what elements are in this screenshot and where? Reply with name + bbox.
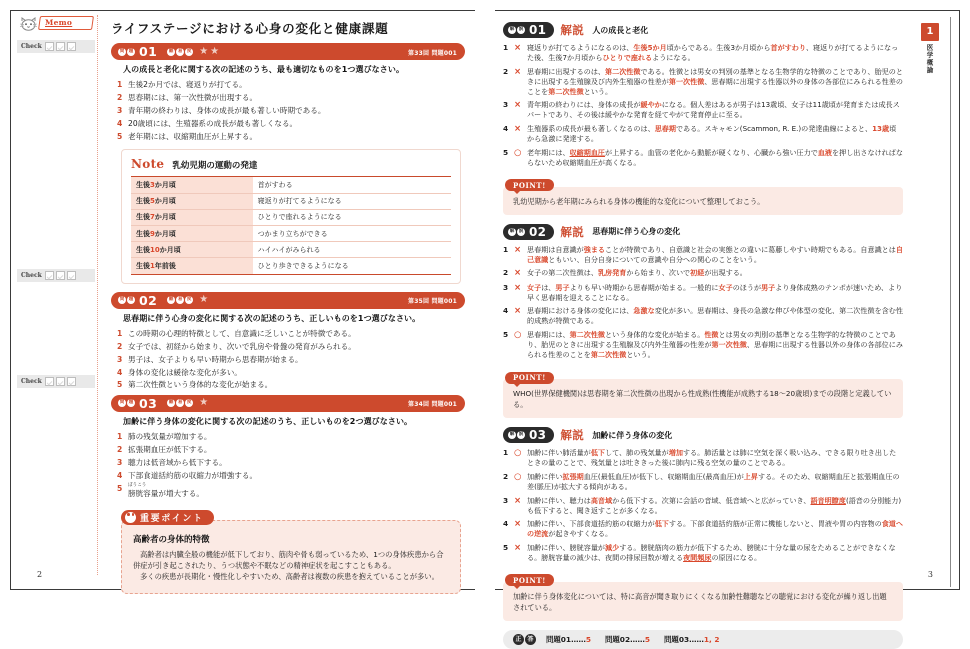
choice-text: 20歳頃には、生殖器系の成長が最も著しくなる。	[128, 118, 298, 128]
badge-nan: 難	[168, 297, 174, 303]
note-table	[131, 176, 451, 274]
explanation-item	[503, 100, 903, 120]
note-desc: ハイハイがみられる	[253, 242, 451, 258]
choice-item[interactable]	[117, 132, 465, 141]
question-stem: 人の成長と老化に関する次の記述のうち、最も適切なものを1つ選びなさい。	[123, 65, 405, 74]
answer-value: 5	[585, 635, 592, 645]
note-box	[121, 149, 461, 283]
choice-item[interactable]	[117, 119, 465, 128]
important-point-title: 高齢者の身体的特徴	[133, 534, 210, 545]
note-desc: 首がすわる	[253, 177, 451, 193]
point-text: 乳幼児期から老年期にみられる身体の機能的な変化について整理しておこう。	[503, 187, 903, 215]
judgement-mark-icon: ○	[514, 147, 522, 158]
explanation-number: 02	[529, 224, 547, 239]
explanation-item-number: 5	[503, 329, 509, 339]
cat-icon	[19, 17, 37, 32]
choice-item[interactable]	[117, 380, 465, 389]
table-row	[131, 209, 451, 225]
check-label: Check	[21, 43, 42, 50]
explanation-subject: 人の成長と老化	[592, 25, 649, 35]
choice-text	[128, 484, 204, 498]
explanation-label: 解説	[560, 23, 585, 37]
explanation-item-text: 生殖器系の成長が最も著しくなるのは、思春期である。スキャモン(Scammon, R. E.)の発達曲線によると、13歳頃から急激に発達する。	[527, 123, 897, 143]
badge-do: 度	[186, 48, 192, 54]
question-number: 02	[139, 292, 158, 308]
choice-item[interactable]	[117, 445, 465, 454]
answer-badges	[513, 634, 536, 645]
table-row	[131, 225, 451, 241]
chapter-number: 1	[921, 23, 939, 41]
note-header	[131, 157, 451, 171]
explanation-item	[503, 330, 903, 360]
explanation-item	[503, 496, 903, 516]
difficulty-badges	[167, 296, 193, 304]
choice-text: 青年期の終わりは、身体の成長が最も著しい時期である。	[128, 105, 326, 115]
explanation-badges	[508, 26, 525, 34]
point-tag: POINT!	[505, 372, 554, 384]
important-point-box	[121, 508, 461, 594]
question-source: 第33回 問題001	[408, 49, 457, 57]
badge-kai: 解	[509, 228, 515, 234]
star-icon: ★	[210, 45, 220, 57]
choice-number: 5	[117, 483, 123, 493]
explanation-item-number: 2	[503, 66, 509, 76]
judgement-mark-icon: ×	[514, 66, 522, 77]
explanation-item	[503, 148, 903, 168]
badge-setsu: 説	[518, 432, 524, 438]
explanation-number: 01	[529, 23, 547, 37]
choice-number: 2	[117, 444, 123, 454]
explanation-item	[503, 124, 903, 144]
difficulty-stars	[199, 295, 208, 305]
note-term: 生後7か月頃	[131, 209, 253, 225]
answer-item	[546, 634, 591, 645]
badge-tou: 答	[525, 634, 536, 645]
left-content-q3	[111, 395, 469, 594]
table-row	[131, 193, 451, 209]
table-row	[131, 242, 451, 258]
memo-divider	[97, 15, 98, 575]
question-badges	[118, 399, 135, 407]
note-desc: つかまり立ちができる	[253, 225, 451, 241]
choice-text: 拡張期血圧が低下する。	[128, 444, 212, 454]
explanation-item-number: 3	[503, 100, 509, 110]
judgement-mark-icon: ×	[514, 495, 522, 506]
point-box	[503, 568, 903, 621]
explanation-badges	[508, 431, 525, 439]
judgement-mark-icon: ×	[514, 100, 522, 111]
explanation-item	[503, 283, 903, 303]
answer-item	[605, 634, 650, 645]
answer-label: 問題03……	[664, 635, 704, 645]
explanation-block-01	[503, 22, 903, 215]
checkbox-3[interactable]	[67, 377, 76, 386]
explanation-item-text: 女子の第二次性徴は、乳房発育から始まり、次いで初経が出現する。	[527, 268, 747, 278]
question-badges	[118, 48, 135, 56]
note-term: 生後5か月頃	[131, 193, 253, 209]
explanation-item-text: 老年期には、収縮期血圧が上昇する。血管の老化から動脈が硬くなり、心臓から強い圧力で血液を押し出さなければならないため収縮期血圧が高くなる。	[527, 147, 903, 167]
choice-text: 女子では、初経から始まり、次いで乳房や骨盤の発育がみられる。	[128, 341, 356, 351]
explanation-item-number: 4	[503, 306, 509, 316]
note-desc: 寝返りが打てるようになる	[253, 193, 451, 209]
explanation-item-number: 4	[503, 123, 509, 133]
choice-item[interactable]	[117, 342, 465, 351]
point-tag: POINT!	[505, 574, 554, 586]
explanation-item-number: 1	[503, 244, 509, 254]
choice-number: 3	[117, 354, 123, 364]
explanation-item-number: 2	[503, 268, 509, 278]
question-header-02	[111, 292, 465, 309]
explanation-label: 解説	[560, 224, 585, 239]
chapter-side-tab[interactable]	[917, 23, 943, 74]
memo-column-q2	[17, 269, 95, 282]
explanation-item	[503, 543, 903, 563]
checkbox-2[interactable]	[56, 271, 65, 280]
choice-number: 4	[117, 470, 123, 480]
explanation-item-number: 1	[503, 43, 509, 52]
memo-column-q3	[17, 375, 95, 388]
answer-item	[664, 634, 720, 645]
choice-text: 老年期には、収縮期血圧が上昇する。	[128, 131, 258, 141]
choice-item[interactable]	[117, 355, 465, 364]
explanation-badges	[508, 228, 525, 236]
star-icon: ★	[199, 294, 209, 306]
right-page	[485, 0, 970, 645]
answer-label: 問題02……	[605, 635, 645, 645]
difficulty-badges	[167, 48, 193, 56]
explanation-item	[503, 245, 903, 265]
side-rule	[950, 17, 951, 587]
choice-text: 第二次性徴という身体的な変化が始まる。	[128, 380, 273, 390]
important-point-paragraph: 多くの疾患が長期化・慢性化しやすいため、高齢者は複数の疾患を抱えていることが多い。	[140, 571, 439, 581]
question-number: 01	[139, 44, 158, 59]
check-row-q2[interactable]	[17, 269, 95, 282]
judgement-mark-icon: ×	[514, 542, 522, 553]
note-term: 生後3か月頃	[131, 177, 253, 193]
choice-text: 肺の残気量が増加する。	[128, 431, 212, 441]
judgement-mark-icon: ×	[514, 123, 522, 134]
difficulty-stars	[199, 398, 208, 408]
badge-mondai-1: 問	[119, 400, 125, 406]
choice-number: 4	[117, 118, 123, 128]
explanation-label: 解説	[560, 428, 585, 443]
explanation-item	[503, 67, 903, 97]
check-label: Check	[21, 378, 42, 385]
question-source: 第35回 問題001	[408, 298, 457, 306]
badge-kai: 解	[509, 432, 515, 438]
right-page-frame	[495, 10, 960, 645]
badge-i: 易	[177, 400, 183, 406]
choice-text: 聴力は低音域から低下する。	[128, 457, 227, 467]
badge-setsu: 説	[518, 27, 524, 32]
star-icon: ★	[199, 397, 209, 409]
answer-value: 1, 2	[703, 635, 720, 645]
explanation-item-text: 加齢に伴い、下部食道括約筋の収縮力が低下する。下部食道括約筋が正常に機能しないと、胃液や胃の内容物の食道への逆流が起きやすくなる。	[527, 519, 903, 539]
badge-nan: 難	[168, 48, 174, 54]
badge-mondai-2: 題	[128, 48, 134, 54]
judgement-mark-icon: ×	[514, 244, 522, 255]
choice-number: 3	[117, 105, 123, 115]
note-title: 乳幼児期の運動の発達	[172, 161, 258, 172]
note-desc: ひとり歩きできるようになる	[253, 258, 451, 274]
question-stem: 思春期に伴う心身の変化に関する次の記述のうち、正しいものを1つ選びなさい。	[123, 313, 421, 323]
explanation-header-02	[503, 224, 903, 240]
question-number: 03	[139, 395, 158, 411]
explanation-item	[503, 306, 903, 326]
explanation-item	[503, 448, 903, 468]
cat-face-icon	[125, 512, 136, 523]
note-desc: ひとりで座れるようになる	[253, 209, 451, 225]
explanation-header-01	[503, 22, 903, 38]
choice-item[interactable]	[117, 484, 465, 498]
choice-item[interactable]	[117, 432, 465, 441]
choice-text: 身体の変化は緩徐な変化が多い。	[128, 367, 242, 377]
checkbox-3[interactable]	[67, 42, 76, 51]
checkbox-1[interactable]	[45, 271, 54, 280]
badge-mondai-2: 題	[128, 400, 134, 406]
judgement-mark-icon: ×	[514, 268, 522, 279]
choice-number: 1	[117, 431, 123, 441]
table-row	[131, 177, 451, 193]
choice-text-main: 膀胱容量が増大する。	[128, 488, 204, 498]
choice-text: 男子は、女子よりも早い時期から思春期が始まる。	[128, 354, 303, 364]
judgement-mark-icon: ×	[514, 519, 522, 530]
judgement-mark-icon: ×	[514, 282, 522, 293]
checkbox-2[interactable]	[56, 377, 65, 386]
badge-nan: 難	[168, 400, 174, 406]
badge-kai: 解	[509, 27, 515, 32]
important-point-paragraph: 高齢者は内臓全般の機能が低下しており、筋肉や骨も弱っているため、1つの身体疾患から合併症が引き起こされたり、うつ状態や不眠などの精神症状を起こすこともある。	[133, 549, 444, 570]
explanation-subject: 加齢に伴う身体の変化	[592, 430, 673, 440]
badge-do: 度	[186, 400, 192, 406]
difficulty-stars	[199, 47, 219, 57]
choice-number: 5	[117, 131, 123, 141]
question-header-01	[111, 43, 465, 60]
check-row-q1[interactable]	[17, 40, 95, 53]
left-page	[0, 0, 485, 600]
page-number-left: 2	[37, 570, 43, 579]
explanation-item-text: 加齢に伴い肺活量が低下して、肺の残気量が増加する。肺活量とは肺に空気を深く吸い込み、できる限り吐き出したときの量のことで、残気量とは吐ききった後に肺内に残る空気の量のことである。	[527, 448, 897, 468]
judgement-mark-icon: ×	[514, 43, 522, 53]
chapter-label: 医学概論	[925, 44, 934, 74]
question-source: 第34回 問題001	[408, 401, 457, 409]
explanation-item-number: 5	[503, 542, 509, 552]
explanation-pill	[503, 224, 554, 240]
checkbox-2[interactable]	[56, 42, 65, 51]
point-box	[503, 365, 903, 418]
badge-i: 易	[177, 48, 183, 54]
left-page-frame	[10, 10, 475, 590]
judgement-mark-icon: ○	[514, 471, 522, 482]
difficulty-badges	[167, 399, 193, 407]
right-content	[503, 22, 903, 649]
memo-column	[17, 15, 95, 53]
explanation-item-text: 加齢に伴い、聴力は高音域から低下する。次第に会話の音域、低音域へと広がっていき、語音明瞭度(語音の分別能力)も低下すると、聞き返すことが多くなる。	[527, 495, 902, 515]
choice-text: 下部食道括約筋の収縮力が増強する。	[128, 470, 258, 480]
question-stem: 加齢に伴う身体の変化に関する次の記述のうち、正しいものを2つ選びなさい。	[123, 416, 413, 426]
badge-setsu: 説	[518, 228, 524, 234]
choice-number: 5	[117, 380, 123, 390]
explanation-item-text: 寝返りが打てるようになるのは、生後5か月頃からである。生後3か月頃から首がすわり、寝返りが打てるようになった後、生後7か月頃からひとりで座れるようになる。	[527, 43, 899, 63]
explanation-item-number: 3	[503, 495, 509, 505]
explanation-item-text: 加齢に伴い拡張期血圧(最低血圧)が低下し、収縮期血圧(最高血圧)が上昇する。そのため、収縮期血圧と拡張期血圧の差(脈圧)が拡大する傾向がある。	[527, 471, 900, 492]
explanation-pill	[503, 427, 554, 443]
note-term: 生後9か月頃	[131, 225, 253, 241]
badge-do: 度	[186, 297, 192, 303]
question-block-01	[111, 43, 465, 141]
check-row-q3[interactable]	[17, 375, 95, 388]
page-title: ライフステージにおける心身の変化と健康課題	[111, 21, 389, 36]
left-content	[111, 21, 469, 284]
explanation-item-text: 思春期には、第二次性徴という身体的な変化が始まる。性徴とは男女の判別の基準となる生物学的な特徴のことであり、胎児のときに出現する生殖腺及び内外生殖器の性差が第一次性徴、思春期に出現する性器以外の身体の各部位にみられる性差のことを第二次性徴という。	[527, 329, 903, 359]
checkbox-1[interactable]	[45, 377, 54, 386]
answer-label: 問題01……	[546, 635, 586, 645]
memo-banner	[17, 15, 95, 35]
choice-number: 1	[117, 328, 123, 338]
explanation-item-text: 青年期の終わりには、身体の成長が緩やかになる。個人差はあるが男子は13歳頃、女子は11歳頃が発育または成長スパートであり、その後は緩やかな発育を経てやがて発育停止に至る。	[527, 100, 900, 120]
explanation-item-text: 思春期における身体の変化には、急激な変化が多い。思春期は、身長の急激な伸びや体型の変化、第二次性徴を含む性的成熟が特徴である。	[527, 306, 903, 326]
explanation-item-text: 思春期に出現するのは、第二次性徴である。性徴とは男女の判別の基準となる生物学的な特徴のことであり、胎児のときに出現する生殖腺及び内外生殖器の性差が第一次性徴、思春期に出現する性器以外の身体の各部位にみられる性差のことを第二次性徴という。	[527, 66, 903, 96]
point-text: 加齢に伴う身体変化については、特に高音が聞き取りにくくなる加齢性難聴などの聴覚における変化が繰り返し出題されている。	[503, 582, 903, 621]
answer-value: 5	[644, 635, 651, 645]
choice-number: 1	[117, 80, 123, 89]
question-block-02	[111, 292, 465, 390]
choice-item[interactable]	[117, 80, 465, 89]
explanation-item-number: 1	[503, 448, 509, 458]
explanation-item-text: 思春期は自意識が強まることが特徴であり、自意識と社会の実態との違いに葛藤しやすい時期でもある。自意識とは自己意識ともいい、自分自身についての意識や自分への関心のことをいう。	[527, 244, 903, 264]
ruby-text: ぼうこう	[128, 482, 147, 488]
page-number-right: 3	[927, 570, 933, 579]
choice-item[interactable]	[117, 471, 465, 480]
memo-label: Memo	[45, 17, 73, 27]
choice-item[interactable]	[117, 329, 465, 338]
explanation-pill	[503, 22, 554, 38]
judgement-mark-icon: ×	[514, 306, 522, 317]
choice-number: 4	[117, 367, 123, 377]
answers-bar	[503, 630, 903, 649]
check-label: Check	[21, 272, 42, 279]
explanation-subject: 思春期に伴う心身の変化	[592, 227, 681, 237]
choice-text: 思春期には、第一次性徴が出現する。	[128, 92, 258, 102]
note-term: 生後1年前後	[131, 258, 253, 274]
explanation-number: 03	[529, 428, 547, 443]
choice-text: 生後2か月では、寝返りが打てる。	[128, 80, 247, 89]
question-badges	[118, 296, 135, 304]
judgement-mark-icon: ○	[514, 329, 522, 340]
explanation-header-03	[503, 427, 903, 443]
choice-item[interactable]	[117, 93, 465, 102]
point-tag: POINT!	[505, 179, 554, 191]
checkbox-1[interactable]	[45, 42, 54, 51]
badge-mondai-1: 問	[119, 297, 125, 303]
badge-i: 易	[177, 297, 183, 303]
explanation-item	[503, 268, 903, 279]
badge-mondai-2: 題	[128, 297, 134, 303]
important-point-label: 重要ポイント	[140, 513, 204, 524]
choice-number: 2	[117, 92, 123, 102]
important-point-body	[121, 520, 461, 594]
explanation-block-03	[503, 427, 903, 621]
explanation-item	[503, 472, 903, 492]
point-text: WHO(世界保健機関)は思春期を第二次性徴の出現から性成熟(性機能が成熟する18〜20歳頃)までの段階と定義している。	[503, 379, 903, 418]
badge-sei: 正	[513, 634, 524, 645]
explanation-block-02	[503, 224, 903, 419]
question-block-03	[111, 395, 465, 498]
choice-item[interactable]	[117, 106, 465, 115]
explanation-item-text: 女子は、男子よりも早い時期から思春期が始まる。一般的に女子のほうが男子より身体成熟のテンポが速いため、より早く思春期を迎えることになる。	[527, 282, 903, 302]
point-box	[503, 173, 903, 215]
note-term: 生後10か月頃	[131, 242, 253, 258]
explanation-item-number: 2	[503, 471, 509, 481]
explanation-item-text: 加齢に伴い、膀胱容量が減少する。膀胱筋肉の筋力が低下するため、膀胱に十分な量の尿をためることができなくなる。膀胱容量の減少は、夜間の排尿回数が増える夜間頻尿の原因になる。	[527, 542, 896, 562]
choice-item[interactable]	[117, 368, 465, 377]
explanation-item	[503, 519, 903, 539]
badge-mondai-1: 問	[119, 48, 125, 54]
important-point-tab	[121, 510, 214, 525]
note-word: Note	[131, 157, 165, 172]
question-header-03	[111, 395, 465, 412]
choice-number: 2	[117, 341, 123, 351]
checkbox-3[interactable]	[67, 271, 76, 280]
choice-item[interactable]	[117, 458, 465, 467]
table-row	[131, 258, 451, 274]
explanation-item-number: 5	[503, 147, 509, 157]
explanation-item	[503, 43, 903, 63]
explanation-item-number: 3	[503, 282, 509, 292]
left-content-q2	[111, 292, 469, 390]
star-icon: ★	[199, 45, 209, 57]
judgement-mark-icon: ○	[514, 448, 522, 459]
choice-text: この時期の心理的特徴として、自意識に乏しいことが特徴である。	[128, 328, 356, 338]
choice-number: 3	[117, 457, 123, 467]
explanation-item-number: 4	[503, 519, 509, 529]
